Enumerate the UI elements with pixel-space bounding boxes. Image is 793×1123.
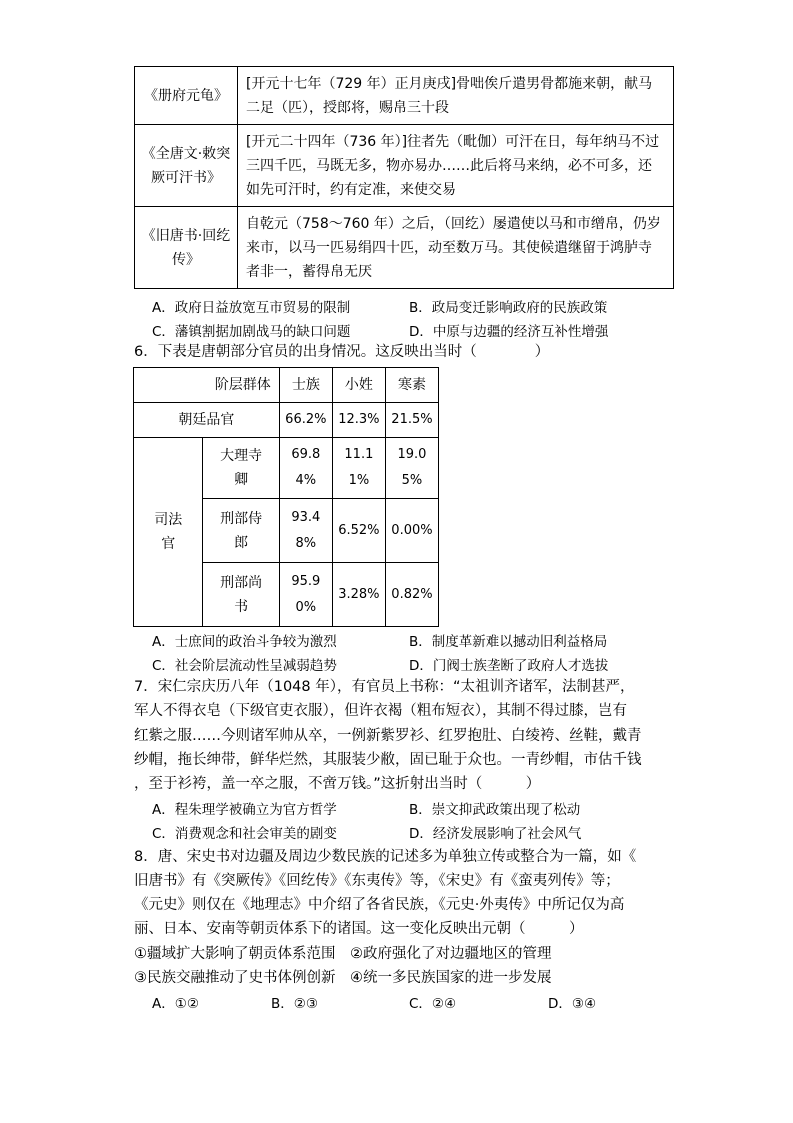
q5-option-a: A．政府日益放宽互市贸易的限制 <box>152 300 351 316</box>
q7-line: 7．宋仁宗庆历八年（1048 年），有官员上书称：“太祖训齐诸军，法制甚严， <box>134 679 635 695</box>
row-label: 大理寺卿 <box>203 438 279 499</box>
q7-option-b: B．崇文抑武政策出现了松动 <box>409 802 581 818</box>
q7-option-a: A．程朱理学被确立为官方哲学 <box>152 802 337 818</box>
table-cell: 6.52% <box>332 499 385 563</box>
q8-line: 旧唐书》有《突厥传》《回纥传》《东夷传》等，《宋史》有《蛮夷列传》等； <box>134 873 620 889</box>
q7-line: 军人不得衣皂（下级官吏衣服），但许衣褐（粗布短衣），其制不得过膝，岂有 <box>134 703 627 719</box>
q8-line: 《元史》则仅在《地理志》中介绍了各省民族，《元史·外夷传》中所记仅为高 <box>134 897 625 913</box>
table-row <box>134 403 439 438</box>
row-label: 朝廷品官 <box>134 403 280 438</box>
source-title: 《册府元龟》 <box>135 67 238 125</box>
table-row <box>135 207 674 289</box>
q6-option-c: C．社会阶层流动性呈减弱趋势 <box>152 658 337 674</box>
q7-line: 纱帽，拖长绅带，鲜华烂然，其服装少敝，固已耻于众也。一青纱帽，市估千钱 <box>134 752 642 768</box>
officials-table <box>133 367 439 627</box>
table-row <box>134 438 439 499</box>
table-header-cell: 阶层群体 <box>134 368 280 403</box>
q8-statement: ③民族交融推动了史书体例创新 ④统一多民族国家的进一步发展 <box>134 970 552 986</box>
q7-option-c: C．消费观念和社会审美的剧变 <box>152 826 337 842</box>
table-cell: 66.2% <box>279 403 332 438</box>
table-header-cell: 小姓 <box>332 368 385 403</box>
source-title: 《全唐文·敕突厥可汗书》 <box>135 125 238 207</box>
q8-option-b: B．②③ <box>271 996 318 1012</box>
table-cell: 19.05% <box>385 438 438 499</box>
row-label: 刑部侍郎 <box>203 499 279 563</box>
table-row <box>135 125 674 207</box>
q5-option-d: D．中原与边疆的经济互补性增强 <box>409 324 609 340</box>
q8-line: 丽、日本、安南等朝贡体系下的诸国。这一变化反映出元朝（ ） <box>134 921 584 937</box>
table-row <box>135 67 674 125</box>
table-header-cell: 士族 <box>279 368 332 403</box>
table-cell: 93.48% <box>279 499 332 563</box>
q7-line: 红紫之服……今则诸军帅从卒，一例新紫罗衫、红罗抱肚、白绫袴、丝鞋，戴青 <box>134 728 642 744</box>
table-cell: 21.5% <box>385 403 438 438</box>
q5-option-b: B．政局变迁影响政府的民族政策 <box>409 300 608 316</box>
q8-line: 8．唐、宋史书对边疆及周边少数民族的记述多为单独立传或整合为一篇，如《 <box>134 849 637 865</box>
q8-option-a: A．①② <box>152 996 199 1012</box>
table-cell: 69.84% <box>279 438 332 499</box>
source-table <box>134 66 674 289</box>
source-title: 《旧唐书·回纥传》 <box>135 207 238 289</box>
table-cell: 12.3% <box>332 403 385 438</box>
table-cell: 11.11% <box>332 438 385 499</box>
source-content: 自乾元（758～760 年）之后，（回纥）屡遣使以马和市缯帛，仍岁来市，以马一匹易绢四十匹，动至数万马。其使候遣继留于鸿胪寺者非一，蓄得帛无厌 <box>238 207 674 289</box>
q8-statement: ①疆域扩大影响了朝贡体系范围 ②政府强化了对边疆地区的管理 <box>134 946 552 962</box>
q7-option-d: D．经济发展影响了社会风气 <box>409 826 582 842</box>
row-group-label: 司法官 <box>134 438 203 627</box>
q7-line: ，至于衫袴，盖一卒之服，不啻万钱。”这折射出当时（ ） <box>134 776 541 792</box>
q8-option-d: D．③④ <box>548 996 597 1012</box>
table-cell: 0.82% <box>385 563 438 627</box>
q5-option-c: C．藩镇割据加剧战马的缺口问题 <box>152 324 351 340</box>
q6-stem: 6．下表是唐朝部分官员的出身情况。这反映出当时（ ） <box>134 344 550 360</box>
q6-option-a: A．士庶间的政治斗争较为激烈 <box>152 634 337 650</box>
q6-option-b: B．制度革新难以撼动旧利益格局 <box>409 634 608 650</box>
table-cell: 3.28% <box>332 563 385 627</box>
table-header-cell: 寒素 <box>385 368 438 403</box>
table-cell: 95.90% <box>279 563 332 627</box>
row-label: 刑部尚书 <box>203 563 279 627</box>
table-cell: 0.00% <box>385 499 438 563</box>
q6-option-d: D．门阀士族垄断了政府人才选拔 <box>409 658 609 674</box>
source-content: [开元二十四年（736 年）]往者先（毗伽）可汗在日，每年纳马不过三四千匹，马既无多，物亦易办……此后将马来纳，必不可多，还如先可汗时，约有定准，来使交易 <box>238 125 674 207</box>
q8-option-c: C．②④ <box>409 996 457 1012</box>
table-row <box>134 368 439 403</box>
source-content: [开元十七年（729 年）正月庚戌]骨咄俟斤遣男骨都施来朝，献马二足（匹），授郎将，赐帛三十段 <box>238 67 674 125</box>
